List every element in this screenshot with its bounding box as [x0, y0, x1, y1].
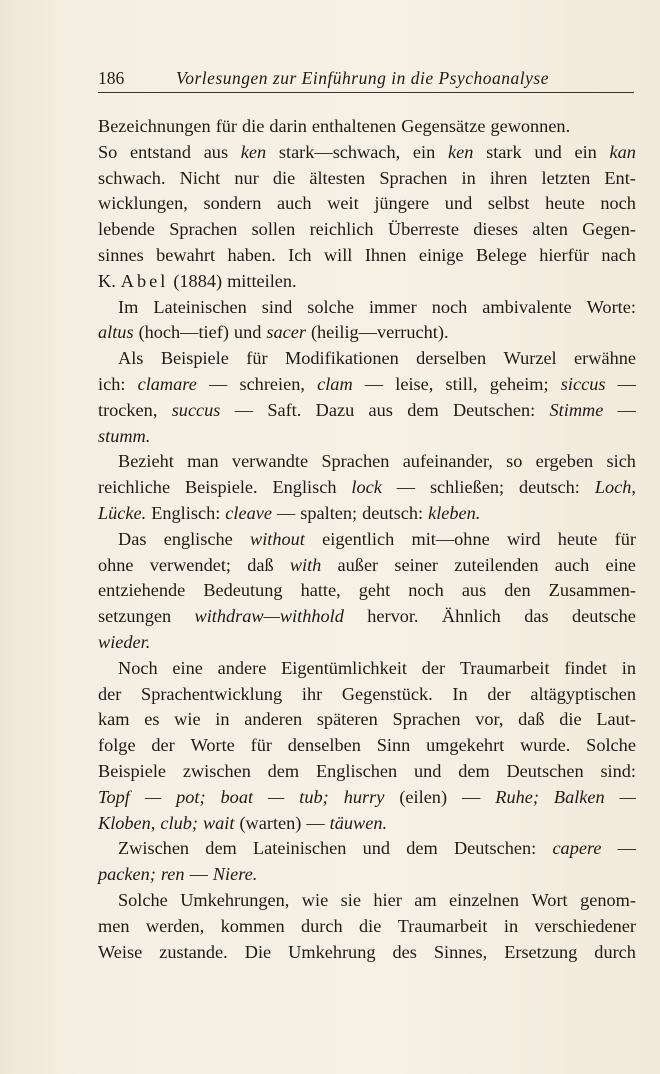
word: Zusammen-: [548, 580, 636, 601]
word: daß: [518, 709, 545, 730]
word: Saft.: [267, 399, 302, 420]
text-line: [98, 553, 636, 579]
text-line: [98, 449, 636, 475]
word: sondern: [203, 193, 262, 214]
word: boat: [220, 786, 254, 807]
word: —: [189, 864, 208, 885]
word: Gegensätze: [401, 116, 486, 136]
text-line: [98, 888, 636, 914]
word: späteren: [316, 709, 378, 730]
word: durch: [301, 915, 343, 936]
word: ein: [574, 141, 597, 162]
word: dem: [267, 760, 300, 781]
text-line: [98, 707, 636, 733]
running-title: Vorlesungen zur Einführung in die Psychoanalyse: [176, 68, 549, 88]
word: hierfür: [539, 244, 589, 265]
word: Beispiele: [160, 348, 229, 369]
word: kam: [98, 709, 130, 730]
word: ken: [240, 141, 267, 162]
word: für: [215, 116, 238, 136]
word: für: [250, 735, 272, 756]
word: der: [98, 683, 122, 704]
word: lock: [351, 477, 382, 498]
word: noch: [408, 580, 444, 601]
word: ihren: [489, 167, 528, 188]
word: Traumarbeit: [459, 657, 550, 678]
word: für: [614, 528, 636, 549]
word: withdraw—withhold: [194, 606, 344, 627]
word: Worte:: [586, 296, 636, 317]
word: wurde.: [520, 735, 571, 756]
word: geht: [358, 580, 391, 601]
word: nur: [234, 167, 259, 188]
word: in: [215, 709, 230, 730]
text-line: [98, 862, 636, 888]
word: with: [289, 554, 322, 575]
word: hurry: [343, 786, 385, 807]
word: denselben: [287, 735, 361, 756]
word: club;: [160, 812, 198, 833]
word: In: [452, 683, 468, 704]
word: in: [461, 167, 476, 188]
word: die: [559, 709, 582, 730]
word: —: [364, 373, 384, 394]
word: Balken: [553, 786, 605, 807]
word: selbst: [487, 193, 530, 214]
text-line: [98, 191, 636, 217]
word: dem: [458, 760, 490, 781]
word: aus: [203, 141, 229, 162]
word: zwischen: [182, 760, 251, 781]
word: Im: [118, 296, 139, 317]
word: Gegen-: [582, 219, 636, 240]
word: den: [504, 580, 531, 601]
word: Worte: [190, 735, 235, 756]
word: altägyptischen: [530, 683, 636, 704]
word: zuteilenden: [454, 554, 539, 575]
word: lebende: [98, 219, 155, 240]
word: verschiedener: [534, 915, 636, 936]
word: hier: [373, 889, 402, 910]
word: das: [524, 606, 549, 627]
word: der: [151, 735, 175, 756]
word: schwach.: [98, 167, 166, 188]
word: (warten): [239, 812, 302, 833]
word: enthaltenen: [311, 116, 397, 136]
text-line: [98, 811, 636, 837]
text-line: [98, 398, 636, 424]
word: Deutschen: [506, 760, 584, 781]
word: tub;: [299, 786, 329, 807]
word: Solche: [586, 735, 636, 756]
word: und: [534, 141, 562, 162]
word: —: [306, 812, 325, 833]
word: heute: [557, 528, 598, 549]
word: Englisch: [272, 477, 337, 498]
word: reichliche: [98, 477, 171, 498]
word: so: [506, 451, 523, 472]
word: nach: [601, 244, 636, 265]
word: Wort: [531, 889, 568, 910]
word: erwähne: [574, 348, 636, 369]
word: wicklungen,: [98, 193, 188, 214]
word: folge: [98, 735, 136, 756]
word: without: [250, 528, 305, 549]
word: stark: [486, 141, 522, 162]
word: Niere.: [212, 864, 258, 885]
text-line: [98, 166, 636, 192]
word: wie: [174, 709, 201, 730]
word: die: [359, 915, 382, 936]
word: Deutschen:: [452, 399, 536, 420]
word: derselben: [416, 348, 487, 369]
word: sollen: [251, 219, 296, 240]
word: Laut-: [596, 709, 636, 730]
word: Umkehrungen,: [180, 889, 290, 910]
word: Noch: [118, 657, 158, 678]
word: Ent-: [604, 167, 636, 188]
word: englische: [163, 528, 233, 549]
word: men: [98, 915, 130, 936]
word: man: [187, 451, 219, 472]
word: Ähnlich: [441, 606, 501, 627]
word: clam: [317, 373, 353, 394]
text-line: [98, 217, 636, 243]
word: solche: [307, 296, 354, 317]
word: darin: [269, 116, 307, 136]
text-line: [98, 527, 636, 553]
word: verwandte: [231, 451, 309, 472]
word: —: [209, 373, 228, 394]
word: wait: [202, 812, 235, 833]
word: hatte,: [300, 580, 341, 601]
text-line: [98, 940, 636, 966]
word: jüngere: [374, 193, 430, 214]
word: bewahrt: [156, 244, 216, 265]
word: und: [362, 838, 391, 859]
word: cleave: [225, 502, 272, 523]
word: Das: [118, 528, 147, 549]
word: deutsch:: [362, 502, 424, 523]
text-line: [98, 372, 636, 398]
word: und: [413, 760, 442, 781]
word: hervor.: [367, 606, 419, 627]
word: Überreste: [387, 219, 459, 240]
word: Sinnes,: [433, 941, 488, 962]
text-line: [98, 320, 636, 346]
text-line: [98, 501, 636, 527]
word: Eigentümlichkeit: [281, 657, 407, 678]
word: aus: [461, 580, 487, 601]
word: andere: [217, 657, 267, 678]
word: sich: [606, 451, 636, 472]
word: ren: [160, 864, 185, 885]
word: eine: [172, 657, 203, 678]
word: (hoch—tief): [138, 322, 229, 343]
text-line: [98, 785, 636, 811]
word: Belege: [475, 244, 527, 265]
word: ergeben: [535, 451, 594, 472]
word: Als: [118, 348, 144, 369]
word: Wurzel: [503, 348, 557, 369]
word: Stimme: [549, 399, 604, 420]
word: auch: [277, 193, 312, 214]
word: kleben.: [428, 502, 481, 523]
word: Die: [244, 941, 272, 962]
word: findet: [564, 657, 607, 678]
word: ambivalente: [482, 296, 572, 317]
word: —: [619, 786, 636, 807]
word: Ihnen: [364, 244, 407, 265]
text-line: [98, 346, 636, 372]
word: schließen;: [429, 477, 505, 498]
page-header: [98, 66, 634, 93]
word: und: [233, 322, 262, 343]
word: Solche: [118, 889, 168, 910]
word: Bedeutung: [203, 580, 283, 601]
word: dem: [205, 838, 237, 859]
word: Dazu: [315, 399, 355, 420]
word: So: [98, 141, 118, 162]
word: Englischen: [315, 760, 398, 781]
word: Lateinischen: [253, 838, 347, 859]
word: Sinn: [376, 735, 411, 756]
word: die: [242, 116, 265, 136]
word: Modifikationen: [284, 348, 399, 369]
word: Sprachen: [169, 219, 238, 240]
word: aus: [368, 399, 393, 420]
word: eigentlich: [322, 528, 395, 549]
word: siccus: [560, 373, 606, 394]
word: Gegenstück.: [341, 683, 433, 704]
word: mit—ohne: [411, 528, 490, 549]
word: deutsche: [571, 606, 636, 627]
word: mitteilen.: [227, 270, 297, 291]
word: Sprachen: [379, 167, 448, 188]
text-line: [98, 656, 636, 682]
word: Kloben,: [98, 812, 156, 833]
word: in: [503, 915, 519, 936]
word: Ruhe;: [495, 786, 539, 807]
text-line: [98, 914, 636, 940]
word: dem: [407, 399, 439, 420]
word: (heilig—verrucht).: [310, 322, 449, 343]
word: Nicht: [179, 167, 221, 188]
text-line: [98, 604, 636, 630]
word: reichlich: [309, 219, 374, 240]
text-line: [98, 759, 636, 785]
word: außer: [337, 554, 379, 575]
word: daß: [247, 554, 274, 575]
word: am: [414, 889, 437, 910]
word: pot;: [176, 786, 206, 807]
word: spalten;: [300, 502, 358, 523]
word: seiner: [394, 554, 439, 575]
word: und: [444, 193, 473, 214]
word: —: [617, 399, 636, 420]
word: altus: [98, 322, 134, 343]
word: auch: [554, 554, 590, 575]
word: werden,: [145, 915, 205, 936]
word: sinnes: [98, 244, 144, 265]
text-line: [98, 836, 636, 862]
word: wieder.: [98, 631, 151, 652]
word: —: [396, 477, 416, 498]
word: aufeinander,: [402, 451, 493, 472]
word: ich:: [98, 373, 126, 394]
word: einige: [418, 244, 464, 265]
text-line: [98, 733, 636, 759]
word: Bezeichnungen: [98, 116, 211, 136]
word: Beispiele.: [184, 477, 258, 498]
word: packen;: [98, 864, 156, 885]
word: noch: [431, 296, 468, 317]
word: Topf: [98, 786, 130, 807]
word: die: [272, 167, 296, 188]
word: Lücke.: [98, 502, 147, 523]
word: der: [487, 683, 511, 704]
word: ihr: [301, 683, 323, 704]
word: setzungen: [98, 606, 172, 627]
word: für: [246, 348, 268, 369]
word: zustande.: [159, 941, 228, 962]
word: Traumarbeit: [397, 915, 488, 936]
word: dieses: [473, 219, 518, 240]
text-line: [98, 630, 636, 656]
word: eine: [605, 554, 636, 575]
word: (1884): [173, 270, 223, 291]
word: kommen: [220, 915, 285, 936]
word: leise,: [395, 373, 434, 394]
word: K.: [98, 270, 116, 291]
body-text: [98, 114, 636, 965]
word: Deutschen:: [453, 838, 537, 859]
word: —: [462, 786, 481, 807]
word: Loch,: [594, 477, 636, 498]
text-line: [98, 140, 636, 166]
word: wie: [301, 889, 329, 910]
word: genom-: [580, 889, 636, 910]
word: immer: [368, 296, 417, 317]
text-line: [98, 295, 636, 321]
word: —: [617, 373, 636, 394]
word: einzelnen: [449, 889, 520, 910]
word: Ich: [288, 244, 312, 265]
word: still,: [445, 373, 478, 394]
word: —: [276, 502, 296, 523]
word: entziehende: [98, 580, 186, 601]
word: ein: [412, 141, 436, 162]
text-line: [98, 475, 636, 501]
word: entstand: [130, 141, 191, 162]
word: will: [323, 244, 353, 265]
word: weit: [327, 193, 359, 214]
word: trocken,: [98, 399, 158, 420]
word: sie: [340, 889, 361, 910]
word: des: [392, 941, 417, 962]
word: Sprachen: [392, 709, 461, 730]
word: es: [144, 709, 160, 730]
word: Sprachentwicklung: [141, 683, 283, 704]
word: durch: [594, 941, 636, 962]
word: ohne: [98, 554, 134, 575]
word: Weise: [98, 941, 143, 962]
word: —: [617, 838, 636, 859]
word: Umkehrung: [288, 941, 376, 962]
word: umgekehrt: [426, 735, 505, 756]
word: wird: [506, 528, 541, 549]
word: clamare: [137, 373, 197, 394]
text-line: [98, 578, 636, 604]
word: anderen: [244, 709, 303, 730]
word: verwendet;: [149, 554, 231, 575]
word: täuwen.: [329, 812, 388, 833]
word: sacer: [266, 322, 306, 343]
word: ältesten: [309, 167, 366, 188]
word: alten: [532, 219, 568, 240]
word: —: [234, 399, 254, 420]
word: succus: [171, 399, 221, 420]
word: sind:: [600, 760, 636, 781]
word: geheim;: [489, 373, 549, 394]
text-line: [98, 682, 636, 708]
text-line: [98, 243, 636, 269]
word: sind: [261, 296, 293, 317]
word: heute: [545, 193, 585, 214]
word: Bezieht: [118, 451, 174, 472]
word: noch: [600, 193, 636, 214]
word: capere: [552, 838, 602, 859]
word: der: [421, 657, 446, 678]
text-line: [98, 424, 636, 450]
word: Ersetzung: [504, 941, 578, 962]
text-line: [98, 269, 636, 295]
word: Lateinischen: [153, 296, 247, 317]
word: in: [621, 657, 636, 678]
word: Sprachen: [321, 451, 390, 472]
word: —: [268, 786, 285, 807]
word: stumm.: [98, 425, 151, 446]
word: kan: [609, 141, 636, 162]
word: letzten: [541, 167, 591, 188]
word: ken: [447, 141, 474, 162]
text-line: [98, 114, 636, 140]
word: Abel: [120, 270, 169, 291]
word: Zwischen: [118, 838, 190, 859]
word: deutsch:: [518, 477, 580, 498]
word: gewonnen.: [490, 116, 571, 136]
word: Englisch:: [151, 502, 221, 523]
word: haben.: [227, 244, 276, 265]
word: dem: [406, 838, 438, 859]
word: schreien,: [239, 373, 305, 394]
word: vor,: [475, 709, 504, 730]
word: Beispiele: [98, 760, 167, 781]
page-number: 186: [98, 68, 125, 88]
word: —: [144, 786, 162, 807]
word: stark—schwach,: [278, 141, 401, 162]
word: (eilen): [399, 786, 448, 807]
